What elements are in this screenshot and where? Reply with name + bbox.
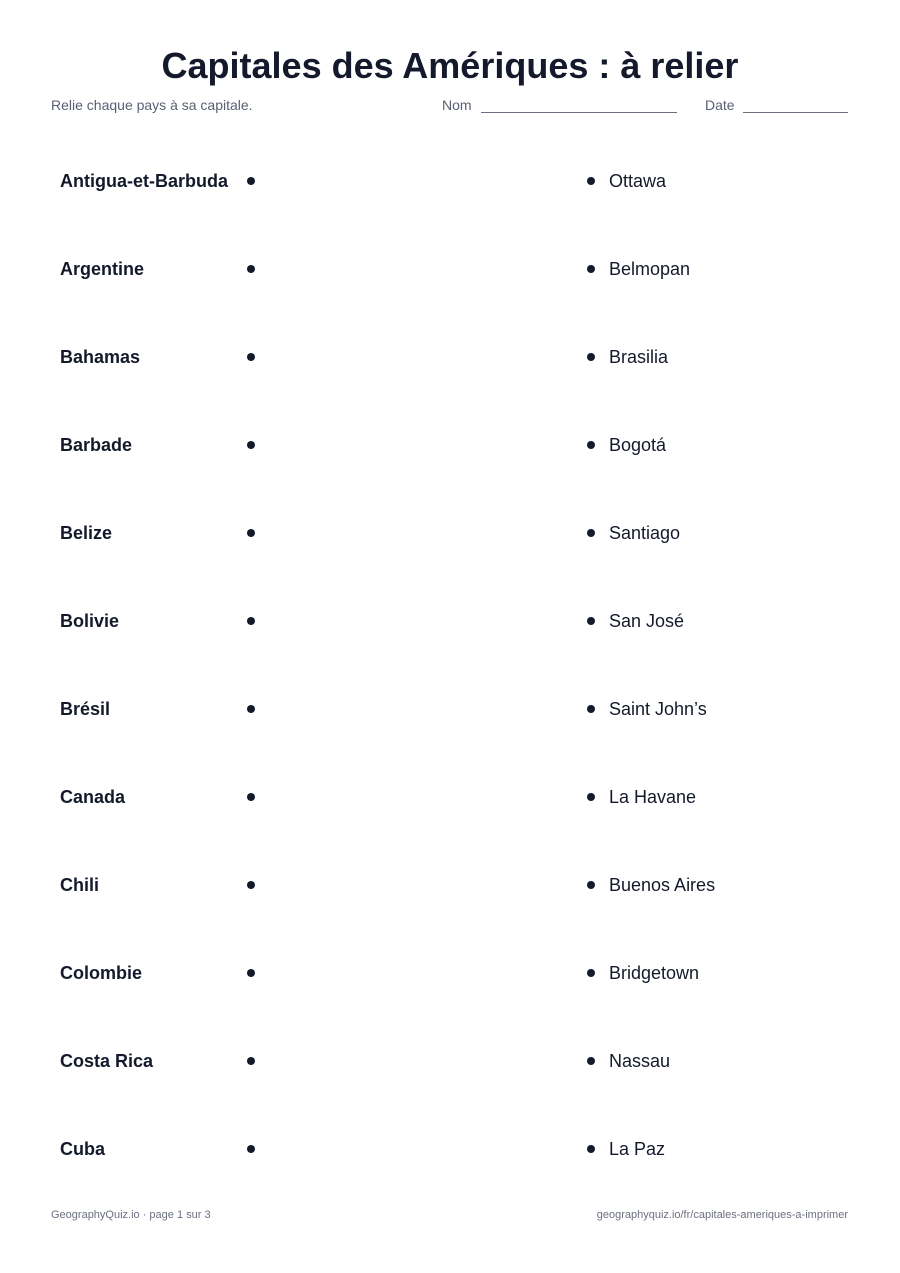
country-connector-dot[interactable] — [247, 1145, 255, 1153]
country-label: Chili — [60, 875, 99, 895]
country-connector-dot[interactable] — [247, 881, 255, 889]
capital-connector-dot[interactable] — [587, 529, 595, 537]
country-label: Antigua-et-Barbuda — [60, 171, 228, 191]
country-label: Colombie — [60, 963, 143, 983]
capital-connector-dot[interactable] — [587, 1057, 595, 1065]
capital-label: Nassau — [609, 1051, 671, 1071]
country-label: Barbade — [60, 435, 133, 455]
country-connector-dot[interactable] — [247, 793, 255, 801]
capital-label: Brasilia — [609, 347, 669, 367]
country-label: Costa Rica — [60, 1051, 154, 1071]
country-label: Argentine — [60, 259, 145, 279]
country-connector-dot[interactable] — [247, 617, 255, 625]
footer-page-info: GeographyQuiz.io · page 1 sur 3 — [51, 1209, 211, 1221]
name-label: Nom — [442, 97, 472, 113]
name-field-line[interactable] — [481, 112, 677, 113]
country-label: Brésil — [60, 699, 111, 719]
capital-label: Buenos Aires — [609, 875, 716, 895]
capital-label: Saint John’s — [609, 699, 707, 719]
capital-label: Bridgetown — [609, 963, 700, 983]
country-connector-dot[interactable] — [247, 705, 255, 713]
capital-connector-dot[interactable] — [587, 793, 595, 801]
country-label: Canada — [60, 787, 126, 807]
country-label: Cuba — [60, 1139, 105, 1159]
country-label: Bolivie — [60, 611, 120, 631]
country-connector-dot[interactable] — [247, 177, 255, 185]
date-field-line[interactable] — [743, 112, 848, 113]
capital-connector-dot[interactable] — [587, 969, 595, 977]
country-connector-dot[interactable] — [247, 353, 255, 361]
footer-url: geographyquiz.io/fr/capitales-ameriques-a-imprimer — [596, 1209, 848, 1221]
country-connector-dot[interactable] — [247, 441, 255, 449]
instruction-text: Relie chaque pays à sa capitale. — [51, 97, 253, 113]
capital-connector-dot[interactable] — [587, 1145, 595, 1153]
country-connector-dot[interactable] — [247, 1057, 255, 1065]
date-label: Date — [705, 97, 735, 113]
capital-connector-dot[interactable] — [587, 177, 595, 185]
capital-connector-dot[interactable] — [587, 705, 595, 713]
capital-label: San José — [609, 611, 685, 631]
capital-connector-dot[interactable] — [587, 265, 595, 273]
capital-connector-dot[interactable] — [587, 617, 595, 625]
country-connector-dot[interactable] — [247, 969, 255, 977]
capital-label: Santiago — [609, 523, 681, 543]
capital-connector-dot[interactable] — [587, 881, 595, 889]
capital-label: La Paz — [609, 1139, 666, 1159]
capital-connector-dot[interactable] — [587, 353, 595, 361]
capital-label: Bogotá — [609, 435, 667, 455]
capital-connector-dot[interactable] — [587, 441, 595, 449]
page-title: Capitales des Amériques : à relier — [161, 45, 739, 86]
capital-label: Belmopan — [609, 259, 691, 279]
country-connector-dot[interactable] — [247, 529, 255, 537]
capital-label: La Havane — [609, 787, 697, 807]
country-label: Bahamas — [60, 347, 141, 367]
country-label: Belize — [60, 523, 113, 543]
capital-label: Ottawa — [609, 171, 667, 191]
country-connector-dot[interactable] — [247, 265, 255, 273]
